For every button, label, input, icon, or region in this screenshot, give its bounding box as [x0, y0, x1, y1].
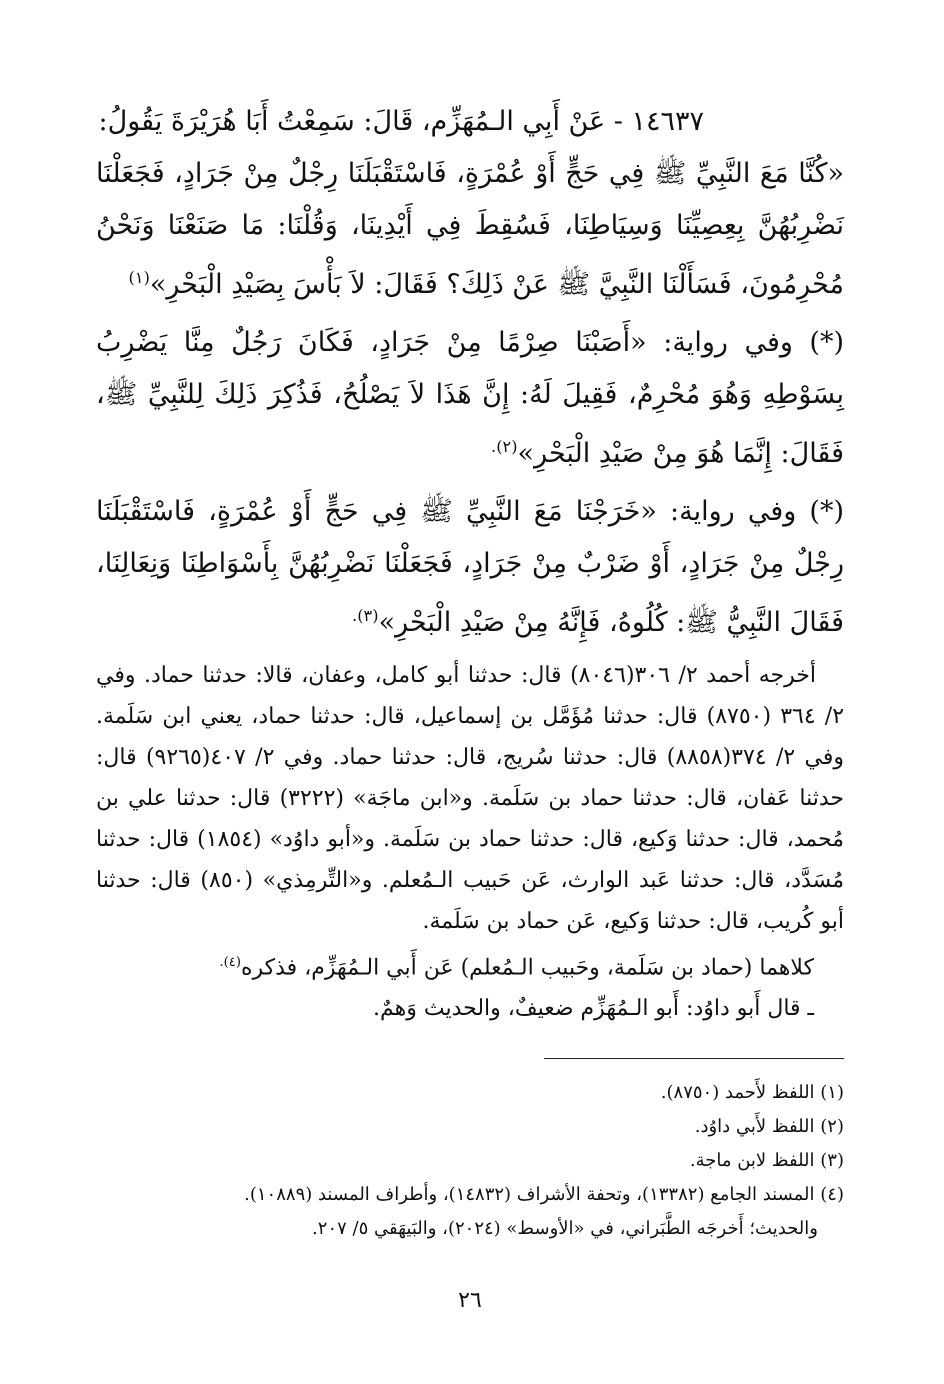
footnote-4: (٤) المسند الجامع (١٣٣٨٢)، وتحفة الأشراف (١٤٨٣٢)، وأطراف المسند (١٠٨٨٩). [244, 1184, 844, 1205]
riwaya-2-body: (*) وفي رواية: «خَرَجْنَا مَعَ النَّبِيِّ ﷺ فِي حَجٍّ أَوْ عُمْرَةٍ، فَاسْتَقْبَلَنَا رِجْلٌ مِنْ جَرَادٍ، أَوْ ضَرْبٌ مِنْ جَرَادٍ، فَجَعَلْنَا نَضْرِبُهُنَّ بِأَسْوَاطِنَا وَنِعَالِنَا، فَقَالَ النَّبِيُّ ﷺ: كُلُوهُ، فَإِنَّهُ مِنْ صَيْدِ الْبَحْرِ» [96, 496, 844, 638]
footnotes [96, 1076, 844, 1246]
hadith-riwaya-1 [96, 317, 844, 480]
book-page [96, 96, 844, 1384]
kilahuma-line [96, 942, 844, 988]
hadith-riwaya-2 [96, 486, 844, 649]
footnote-ref-2: (٢). [491, 437, 518, 456]
footnote-3: (٣) اللفظ لابن ماجة. [689, 1150, 844, 1171]
abu-dawud-comment: ـ قال أَبو داوُد: أَبو الـمُهَزِّم ضعيفٌ، والحديث وَهمٌ. [373, 996, 814, 1022]
hadith-main-body: «كُنَّا مَعَ النَّبِيِّ ﷺ فِي حَجٍّ أَوْ عُمْرَةٍ، فَاسْتَقْبَلَنَا رِجْلٌ مِنْ جَرَادٍ، فَجَعَلْنَا نَضْرِبُهُنَّ بِعِصِيِّنَا وَسِيَاطِنَا، فَسُقِطَ فِي أَيْدِينَا، وَقُلْنَا: مَا صَنَعْنَا وَنَحْنُ مُحْرِمُونَ، فَسَأَلْنَا النَّبِيَّ ﷺ عَنْ ذَلِكَ؟ فَقَالَ: لاَ بَأْسَ بِصَيْدِ الْبَحْرِ» [96, 158, 844, 300]
footnote-4-continuation: والحديث؛ أَخرجَه الطَّبَراني، في «الأوسط» (٢٠٢٤)، والبَيهَقي ٥/ ٢٠٧. [312, 1218, 818, 1239]
page-number: ٢٦ [458, 1288, 482, 1313]
takhrij-paragraph: أخرجه أحمد ٢/ ٣٠٦(٨٠٤٦) قال: حدثنا أبو كامل، وعفان، قالا: حدثنا حماد. وفي ٢/ ٣٦٤ (٨٧٥٠) قال: حدثنا مُؤَمَّل بن إسماعيل، قال: حدثنا حماد، يعني ابن سَلَمة. وفي ٢/ ٣٧٤(٨٨٥٨) قال: حدثنا سُريج، قال: حدثنا حماد. وفي ٢/ ٤٠٧(٩٢٦٥) قال: حدثنا عَفان، قال: حدثنا حماد بن سَلَمة. و«ابن ماجَة» (٣٢٢٢) قال: حدثنا علي بن مُحمد، قال: حدثنا وَكيع، قال: حدثنا حماد بن سَلَمة. و«أبو داوُد» (١٨٥٤) قال: حدثنا مُسَدَّد، قال: حدثنا عَبد الوارث، عَن حَبيب الـمُعلم. و«التِّرمِذي» (٨٥٠) قال: حدثنا أبو كُريب، قال: حدثنا وَكيع، عَن حماد بن سَلَمة. [96, 663, 845, 934]
riwaya-1-body: (*) وفي رواية: «أَصَبْنَا صِرْمًا مِنْ جَرَادٍ، فَكَانَ رَجُلٌ مِنَّا يَضْرِبُ بِسَوْطِهِ وَهُوَ مُحْرِمٌ، فَقِيلَ لَهُ: إِنَّ هَذَا لاَ يَصْلُحُ، فَذُكِرَ ذَلِكَ لِلنَّبِيِّ ﷺ، فَقَالَ: إِنَّمَا هُوَ مِنْ صَيْدِ الْبَحْرِ» [96, 327, 844, 469]
footnote-ref-3: (٣). [352, 606, 379, 625]
hadith-main-text [96, 148, 844, 311]
footnote-separator [544, 1058, 844, 1059]
kilahuma-text: كلاهما (حماد بن سَلَمة، وحَبيب الـمُعلم) عَن أَبي الـمُهَزِّم، فذكره [241, 955, 814, 981]
hadith-heading: ١٤٦٣٧ - عَنْ أَبِي الـمُهَزِّم، قَالَ: سَمِعْتُ أَبَا هُرَيْرَةَ يَقُولُ: [98, 106, 704, 137]
footnote-ref-4: (٤). [219, 955, 241, 970]
footnote-ref-1: (١) [128, 268, 150, 287]
footnote-1: (١) اللفظ لأَحمد (٨٧٥٠). [660, 1082, 844, 1103]
footnote-2: (٢) اللفظ لأَبي داوُد. [694, 1116, 844, 1137]
